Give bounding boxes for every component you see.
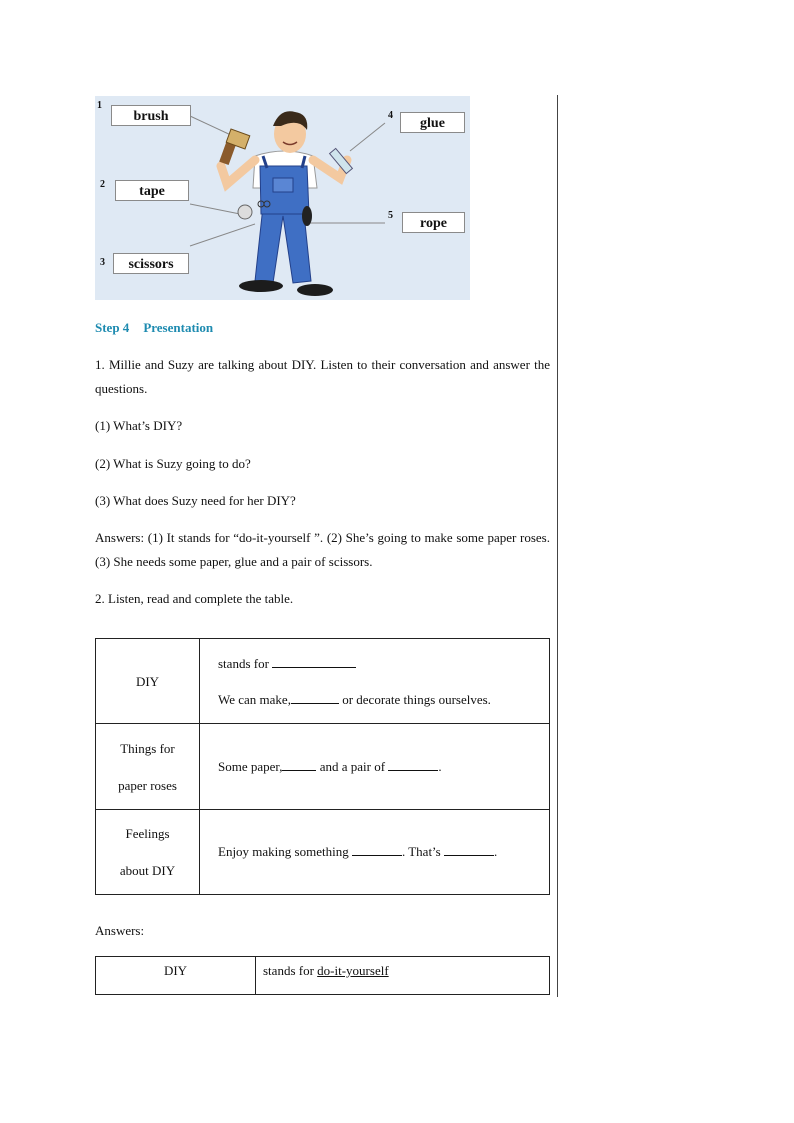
label-number-scissors: 3 bbox=[100, 257, 105, 268]
label-number-brush: 1 bbox=[97, 100, 102, 111]
blank-input[interactable] bbox=[291, 691, 339, 704]
feelings-text-a: Enjoy making something bbox=[218, 844, 349, 859]
label-glue: glue bbox=[400, 112, 465, 133]
page-margin-line bbox=[557, 95, 558, 997]
answer-cell-label: DIY bbox=[96, 957, 256, 995]
cell-feelings-content bbox=[200, 810, 550, 895]
answers-label: Answers: bbox=[95, 923, 145, 938]
answer-value: do-it-yourself bbox=[317, 963, 389, 978]
feelings-label-line1: Feelings bbox=[125, 826, 170, 841]
answers-table bbox=[95, 956, 550, 995]
table-row-feelings bbox=[96, 810, 550, 895]
things-text-b: and a pair of bbox=[319, 758, 386, 774]
cell-feelings-label bbox=[96, 810, 200, 895]
task2-intro: 2. Listen, read and complete the table. bbox=[95, 591, 294, 606]
task1-intro: 1. Millie and Suzy are talking about DIY. Listen to their conversation and answer the questions. bbox=[95, 357, 550, 396]
answer-prefix: stands for bbox=[263, 963, 314, 978]
feelings-label-line2: about DIY bbox=[119, 863, 176, 878]
feelings-text-b: . That’s bbox=[401, 844, 441, 859]
cell-things-content bbox=[200, 724, 550, 810]
cell-diy-label: DIY bbox=[96, 639, 200, 724]
diy-decorate-text: or decorate things ourselves. bbox=[342, 692, 491, 707]
label-number-tape: 2 bbox=[100, 179, 105, 190]
label-tape: tape bbox=[115, 180, 189, 201]
diy-table bbox=[95, 638, 550, 895]
label-number-rope: 5 bbox=[388, 210, 393, 221]
step-heading bbox=[95, 316, 550, 340]
blank-input[interactable] bbox=[352, 843, 402, 856]
diy-stands-for: stands for bbox=[218, 656, 269, 671]
blank-input[interactable] bbox=[388, 758, 438, 771]
label-number-glue: 4 bbox=[388, 110, 393, 121]
things-label-line2: paper roses bbox=[118, 777, 177, 793]
feelings-text-c: . bbox=[493, 844, 498, 859]
table-row bbox=[96, 957, 550, 995]
step-title: Presentation bbox=[143, 320, 214, 335]
blank-input[interactable] bbox=[272, 655, 356, 668]
blank-input[interactable] bbox=[444, 843, 494, 856]
cell-things-label bbox=[96, 724, 200, 810]
blank-input[interactable] bbox=[282, 758, 316, 771]
question-3: (3) What does Suzy need for her DIY? bbox=[95, 493, 296, 508]
label-scissors: scissors bbox=[113, 253, 189, 274]
things-text-a: Some paper, bbox=[218, 758, 283, 774]
task1-answers: Answers: (1) It stands for “do-it-yourself ”. (2) She’s going to make some paper roses. (3) She needs some paper, glue and a pair of scissors. bbox=[95, 530, 550, 569]
diy-tools-illustration bbox=[95, 96, 470, 300]
table-row-diy bbox=[96, 639, 550, 724]
question-2: (2) What is Suzy going to do? bbox=[95, 456, 251, 471]
cell-diy-content bbox=[200, 639, 550, 724]
table-row-things bbox=[96, 724, 550, 810]
label-rope: rope bbox=[402, 212, 465, 233]
step-label: Step 4 bbox=[95, 320, 130, 335]
question-1: (1) What’s DIY? bbox=[95, 418, 183, 433]
diy-we-can-make: We can make, bbox=[218, 692, 291, 707]
label-brush: brush bbox=[111, 105, 191, 126]
answer-cell-content bbox=[256, 957, 550, 995]
things-text-c: . bbox=[438, 758, 442, 774]
things-label-line1: Things for bbox=[120, 740, 175, 756]
